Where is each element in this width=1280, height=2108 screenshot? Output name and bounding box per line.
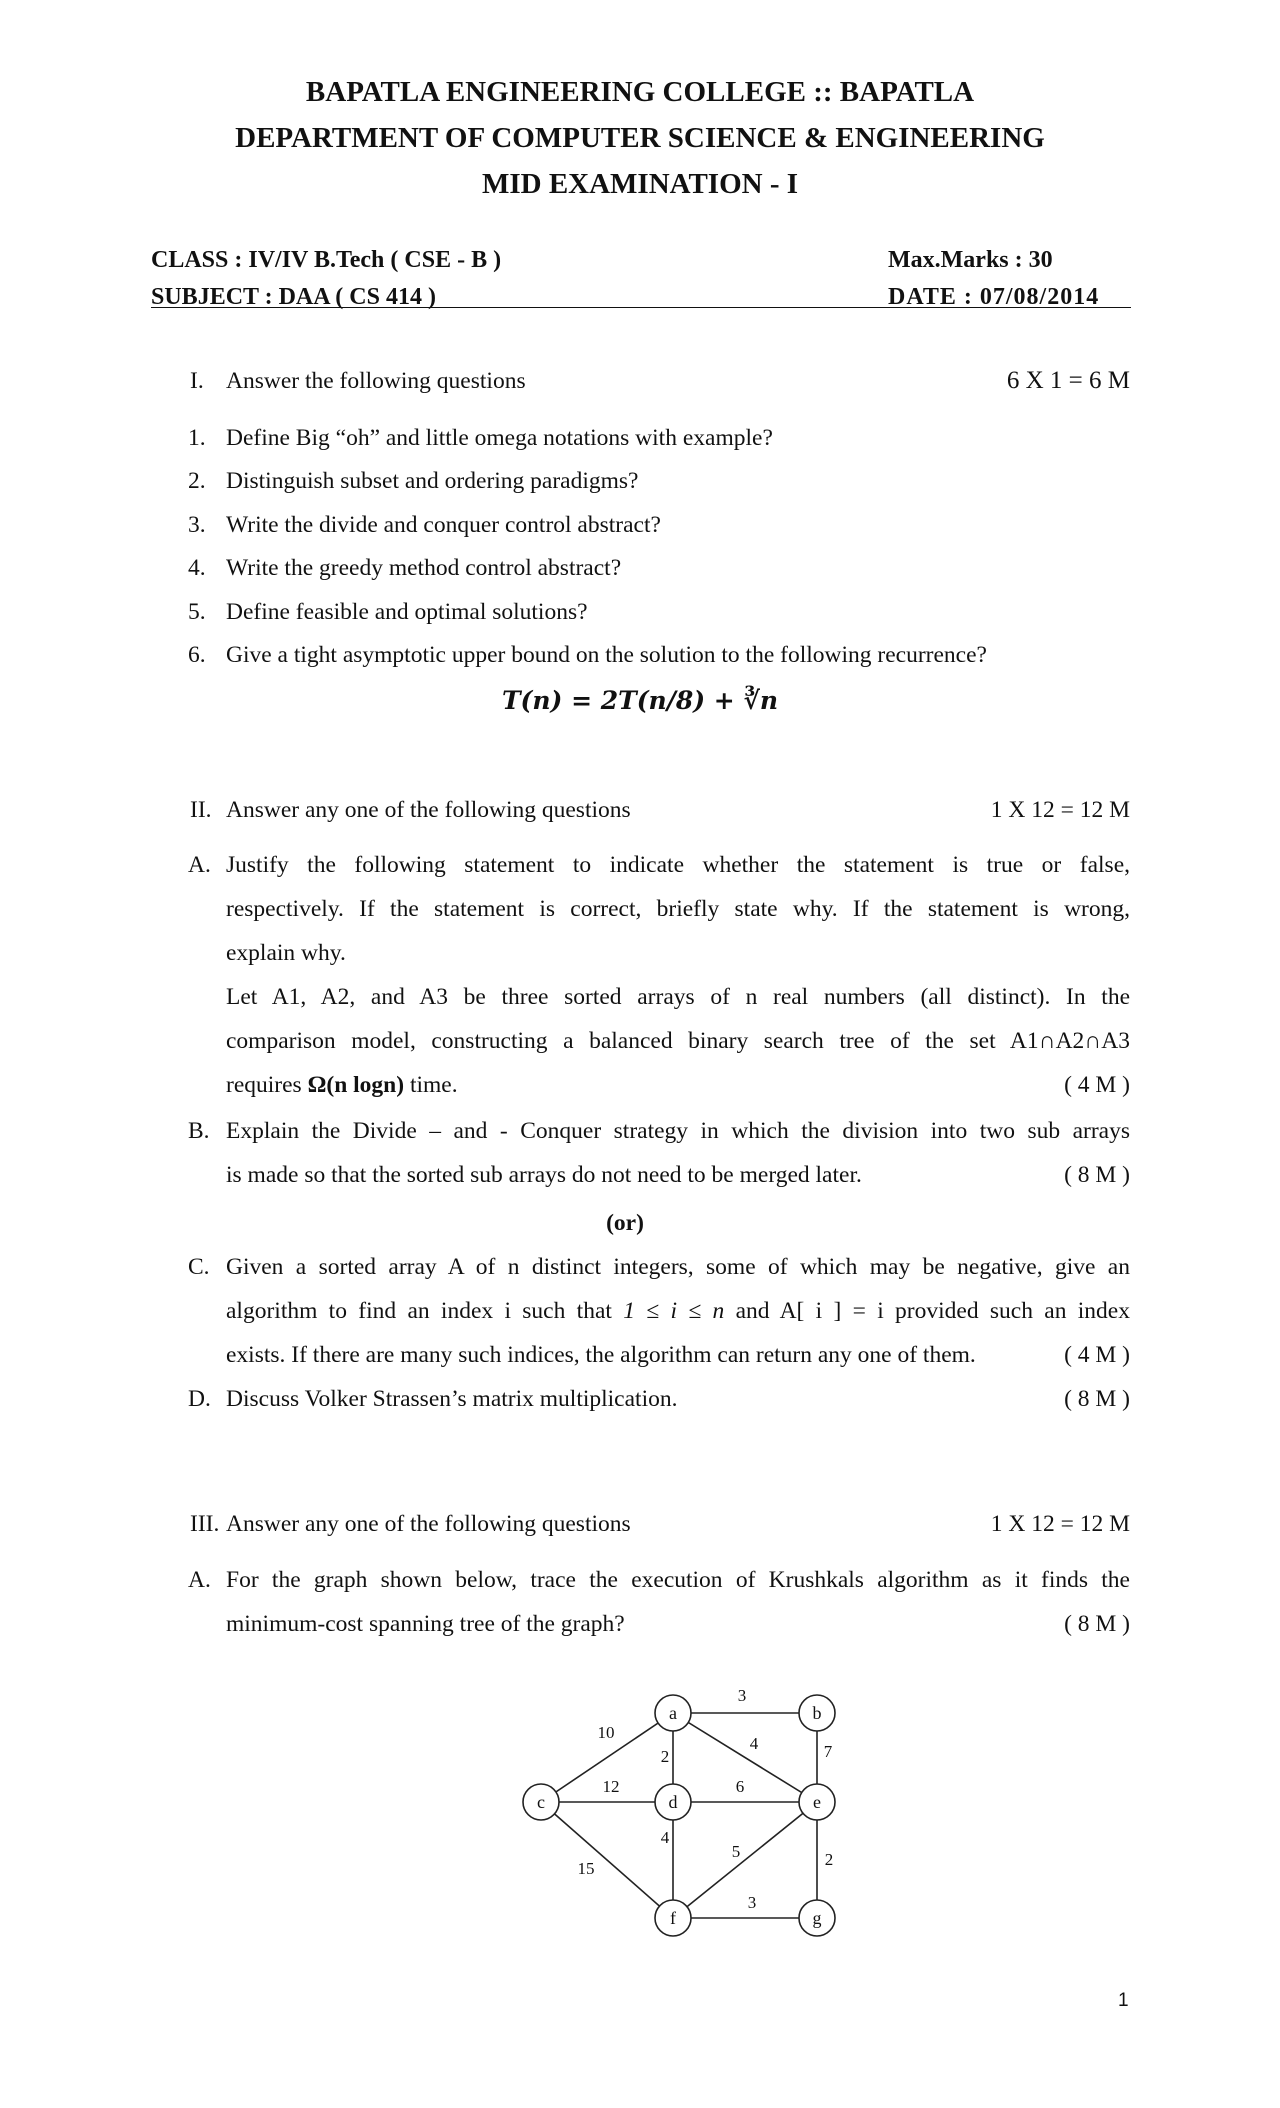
section-numeral: I. (190, 368, 204, 394)
exam-page: BAPATLA ENGINEERING COLLEGE :: BAPATLA DEPARTMENT OF COMPUTER SCIENCE & ENGINEERING MID EXAMINATION - I CLASS : IV/IV B.Tech ( CSE - B ) Max.Marks : 30 SUBJECT : DAA ( CS 414 ) DATE : 07/08/2014 I. Answer the following questions 6 X 1 = 6 M 1. Define Big “oh” and little omega notations with example? 2. Distinguish subset and ordering paradigms? 3. Write the divide and conquer control abstract? 4. Write the greedy method control abstract? 5. Define feasible and optimal solutions? 6. Give a tight asymptotic upper bound on the solution to the following recurrence? T(n) = 2T(n/8) + ∛n II. Answer any one of the following questions 1 X 12 = 12 M A. Justify the following statement to indicate whether the statement is true or false, respectively. If the statement is correct, briefly state why. If the statement is wrong, explain why. Let A1, A2, and A3 be three sorted arrays of n real numbers (all distinct). In the comparison model, constructing a balanced binary search tree of the set A1∩A2∩A3 requires Ω(n logn) time. ( 4 M ) B. Explain the Divide – and - Conquer strategy in which the division into two sub arrays is made so that the sorted sub arrays do not need to be merged later. ( 8 M ) (or) C. Given a sorted array A of n distinct integers, some of which may be negative, give an algorithm to find an index i such that 1 ≤ i ≤ n and A[ i ] = i provided such an index exists. If there are many such indices, the algorithm can return any one of them. ( 4 M ) D. Discuss Volker Strassen’s matrix multiplication. ( 8 M ) III. Answer any one of the following questions 1 X 12 = 12 M A. For the graph shown below, trace the execution of Krushkals algorithm as it finds the minimum-cost spanning tree of the graph? ( 8 M ) 3 10 2 4 7 12 6 15 4 5 2 3 a b c d e f g 1 (0, 0, 1280, 2108)
section-title: Answer any one of the following questions (226, 1511, 631, 1537)
edge-weight-a-c: 10 (597, 1723, 615, 1742)
edge-weight-b-e: 7 (823, 1742, 833, 1761)
edge-weight-c-f: 15 (577, 1859, 595, 1878)
question-3a-line: minimum-cost spanning tree of the graph? (226, 1611, 625, 1637)
subject-info: SUBJECT : DAA ( CS 414 ) (151, 284, 436, 310)
edge-c-f (541, 1802, 673, 1918)
graph-node-label-a: a (669, 1703, 677, 1723)
question-2a-line: comparison model, constructing a balanced binary search tree of the set A1∩A2∩A3 (226, 1028, 1130, 1054)
graph-node-label-f: f (670, 1908, 676, 1928)
question-2b-line: Explain the Divide – and - Conquer strategy in which the division into two sub arrays (226, 1118, 1130, 1144)
recurrence-equation: T(n) = 2T(n/8) + ∛n (501, 686, 779, 715)
exam-title: MID EXAMINATION - I (481, 168, 799, 200)
or-separator: (or) (606, 1210, 644, 1236)
question-2b-label: B. (188, 1118, 210, 1144)
section-title: Answer the following questions (226, 368, 526, 394)
graph-node-label-c: c (537, 1792, 545, 1812)
college-title: BAPATLA ENGINEERING COLLEGE :: BAPATLA (305, 76, 975, 108)
question-2b-line: is made so that the sorted sub arrays do not need to be merged later. (226, 1162, 862, 1188)
page-number: 1 (1118, 1990, 1129, 2011)
edge-weight-d-e: 6 (735, 1777, 745, 1796)
question-2c-line: Given a sorted array A of n distinct integers, some of which may be negative, give an (226, 1254, 1130, 1280)
section-numeral: III. (190, 1511, 220, 1537)
question-2d-line: Discuss Volker Strassen’s matrix multiplication. (226, 1386, 678, 1412)
section-marks: 1 X 12 = 12 M (990, 797, 1130, 823)
question-2a-line: explain why. (226, 940, 346, 966)
question-2a-line: Let A1, A2, and A3 be three sorted arrays of n real numbers (all distinct). In the (226, 984, 1130, 1010)
edge-weight-a-e: 4 (749, 1734, 759, 1753)
question-2c-label: C. (188, 1254, 210, 1280)
question-3a-marks: ( 8 M ) (1064, 1611, 1130, 1637)
class-info: CLASS : IV/IV B.Tech ( CSE - B ) (151, 247, 502, 273)
complexity-bound: Ω(n logn) (307, 1072, 405, 1098)
edge-weight-f-g: 3 (747, 1893, 757, 1912)
edge-weight-a-b: 3 (737, 1686, 747, 1705)
question-2a-marks: ( 4 M ) (1064, 1072, 1130, 1098)
section-marks: 1 X 12 = 12 M (990, 1511, 1130, 1537)
section-numeral: II. (190, 797, 212, 823)
question-2a-line: Justify the following statement to indicate whether the statement is true or false, (226, 852, 1130, 878)
edge-weight-e-g: 2 (824, 1850, 834, 1869)
edge-weight-a-d: 2 (660, 1747, 670, 1766)
question-2d-label: D. (188, 1386, 211, 1412)
max-marks: Max.Marks : 30 (888, 247, 1053, 273)
edge-weight-e-f: 5 (731, 1842, 741, 1861)
question-2a-line: requires Ω(n logn) time. (226, 1072, 458, 1098)
exam-date: DATE : 07/08/2014 (888, 284, 1100, 310)
edge-weight-d-f: 4 (660, 1828, 670, 1847)
question-2a-line: respectively. If the statement is correct, briefly state why. If the statement is wrong, (226, 896, 1130, 922)
graph-node-label-g: g (812, 1908, 822, 1928)
graph-node-label-d: d (668, 1792, 678, 1812)
question-3a-line: For the graph shown below, trace the execution of Krushkals algorithm as it finds the (226, 1567, 1130, 1593)
question-3a-label: A. (188, 1567, 211, 1593)
question-2a-label: A. (188, 852, 211, 878)
question-2c-marks: ( 4 M ) (1064, 1342, 1130, 1368)
section-marks: 6 X 1 = 6 M (1006, 367, 1130, 394)
edge-e-f (673, 1802, 817, 1918)
question-2c-line: exists. If there are many such indices, the algorithm can return any one of them. (226, 1342, 976, 1368)
graph-node-label-b: b (812, 1703, 822, 1723)
graph-node-label-e: e (813, 1792, 821, 1812)
question-2b-marks: ( 8 M ) (1064, 1162, 1130, 1188)
department-title: DEPARTMENT OF COMPUTER SCIENCE & ENGINEERING (235, 122, 1045, 154)
edge-weight-c-d: 12 (602, 1777, 620, 1796)
section-title: Answer any one of the following questions (226, 797, 631, 823)
question-2c-line: algorithm to find an index i such that 1 ≤ i ≤ n and A[ i ] = i provided such an index (226, 1298, 1130, 1324)
index-inequality: 1 ≤ i ≤ n (623, 1298, 725, 1324)
edge-a-e (673, 1713, 817, 1802)
question-2d-marks: ( 8 M ) (1064, 1386, 1130, 1412)
